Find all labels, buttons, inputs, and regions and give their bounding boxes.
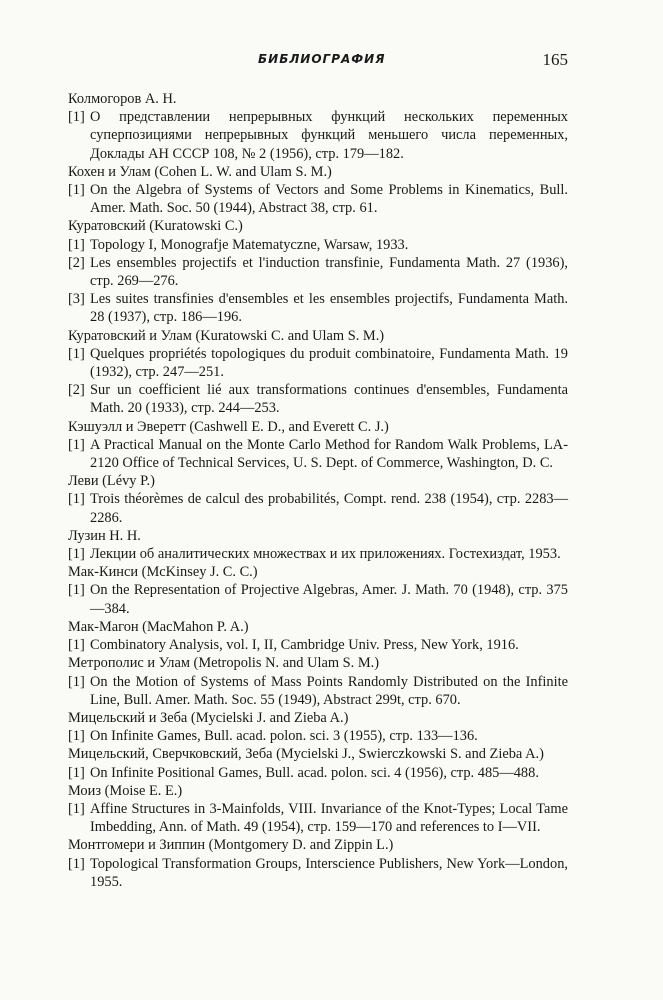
entry-number: [3] — [68, 291, 85, 308]
entry-text: О представлении непрерывных функций нескольких переменных суперпозициями непрерывных функций меньшего числа переменных, Доклады АН СССР 108, № 2 (1956), стр. 179—182. — [90, 109, 568, 162]
entry-text: A Practical Manual on the Monte Carlo Method for Random Walk Problems, LA-2120 Office of Technical Services, U. S. Dept. of Commerce, Washington, D. C. — [90, 436, 568, 472]
entry-number: [1] — [68, 109, 85, 126]
entry-number: [1] — [68, 728, 85, 745]
entry-number: [2] — [68, 382, 85, 399]
bibliography-author: Мицельский, Сверчковский, Зеба (Mycielski J., Swierczkowski S. and Zieba A.) — [68, 746, 544, 763]
bibliography-entry — [68, 236, 568, 254]
entry-number: [1] — [68, 182, 85, 199]
page-number: 165 — [542, 50, 568, 69]
entry-text: On the Algebra of Systems of Vectors and Some Problems in Kinematics, Bull. Amer. Math. Soc. 50 (1944), Abstract 38, стр. 61. — [90, 182, 568, 217]
entry-text: On Infinite Games, Bull. acad. polon. sci. 3 (1955), стр. 133—136. — [90, 728, 478, 745]
bibliography-entry — [68, 436, 568, 472]
bibliography-author: Монтгомери и Зиппин (Montgomery D. and Zippin L.) — [68, 837, 394, 854]
page-header — [68, 50, 568, 72]
entry-text: On the Representation of Projective Algebras, Amer. J. Math. 70 (1948), стр. 375—384. — [90, 582, 568, 617]
bibliography-list — [68, 90, 568, 891]
bibliography-entry — [68, 381, 568, 417]
entry-number: [2] — [68, 254, 85, 271]
bibliography-author: Мак-Кинси (McKinsey J. C. C.) — [68, 564, 258, 581]
entry-text: Les ensembles projectifs et l'induction transfinie, Fundamenta Math. 27 (1936), стр. 269—276. — [90, 254, 568, 290]
entry-number: [1] — [68, 764, 85, 781]
bibliography-entry — [68, 490, 568, 526]
bibliography-entry — [68, 673, 568, 709]
bibliography-entry — [68, 800, 568, 836]
bibliography-author: Кэшуэлл и Эверетт (Cashwell E. D., and Everett C. J.) — [68, 418, 389, 435]
entry-text: Trois théorèmes de calcul des probabilités, Compt. rend. 238 (1954), стр. 2283—2286. — [90, 491, 568, 526]
entry-text: Affine Structures in 3-Mainfolds, VIII. Invariance of the Knot-Types; Local Tame Imbedding, Ann. of Math. 49 (1954), стр. 159—170 and references to I—VII. — [90, 800, 568, 836]
bibliography-author: Куратовский (Kuratowski C.) — [68, 218, 243, 235]
entry-text: On Infinite Positional Games, Bull. acad. polon. sci. 4 (1956), стр. 485—488. — [90, 764, 539, 781]
entry-number: [1] — [68, 236, 85, 253]
bibliography-entry — [68, 855, 568, 891]
entry-text: Quelques propriétés topologiques du produit combinatoire, Fundamenta Math. 19 (1932), стр. 247—251. — [90, 345, 568, 381]
entry-text: Лекции об аналитических множествах и их приложениях. Гостехиздат, 1953. — [90, 546, 561, 563]
bibliography-entry — [68, 636, 568, 654]
entry-text: On the Motion of Systems of Mass Points Randomly Distributed on the Infinite Line, Bull. Amer. Math. Soc. 55 (1949), Abstract 299t, стр. 670. — [90, 673, 568, 708]
entry-number: [1] — [68, 345, 85, 362]
bibliography-entry — [68, 764, 568, 782]
entry-number: [1] — [68, 637, 85, 654]
entry-text: Les suites transfinies d'ensembles et les ensembles projectifs, Fundamenta Math. 28 (1937), стр. 186—196. — [90, 291, 568, 326]
entry-text: Topology I, Monografje Matematyczne, Warsaw, 1933. — [90, 236, 409, 253]
entry-number: [1] — [68, 491, 85, 508]
bibliography-entry — [68, 108, 568, 163]
running-title: БИБЛИОГРАФИЯ — [258, 52, 386, 66]
bibliography-author: Колмогоров А. Н. — [68, 91, 177, 107]
entry-number: [1] — [68, 582, 85, 599]
bibliography-entry — [68, 345, 568, 381]
entry-number: [1] — [68, 800, 85, 817]
bibliography-author: Моиз (Moise E. E.) — [68, 782, 183, 799]
bibliography-author: Куратовский и Улам (Kuratowski C. and Ulam S. M.) — [68, 327, 385, 344]
entry-text: Combinatory Analysis, vol. I, II, Cambridge Univ. Press, New York, 1916. — [90, 637, 519, 654]
bibliography-author: Лузин Н. Н. — [68, 527, 141, 544]
entry-number: [1] — [68, 673, 85, 690]
bibliography-entry — [68, 545, 568, 563]
entry-number: [1] — [68, 546, 85, 563]
entry-text: Topological Transformation Groups, Interscience Publishers, New York—London, 1955. — [90, 855, 568, 890]
bibliography-author: Метрополис и Улам (Metropolis N. and Ulam S. M.) — [68, 655, 380, 672]
bibliography-author: Мицельский и Зеба (Mycielski J. and Zieba A.) — [68, 709, 349, 726]
bibliography-entry — [68, 290, 568, 326]
bibliography-entry — [68, 254, 568, 290]
bibliography-author: Леви (Lévy P.) — [68, 473, 155, 490]
entry-number: [1] — [68, 855, 85, 872]
bibliography-entry — [68, 727, 568, 745]
bibliography-author: Мак-Магон (MacMahon P. A.) — [68, 618, 249, 635]
bibliography-entry — [68, 581, 568, 617]
entry-number: [1] — [68, 436, 85, 453]
bibliography-entry — [68, 181, 568, 217]
bibliography-author: Кохен и Улам (Cohen L. W. and Ulam S. M.) — [68, 163, 332, 180]
entry-text: Sur un coefficient lié aux transformations continues d'ensembles, Fundamenta Math. 20 (1933), стр. 244—253. — [90, 382, 568, 417]
